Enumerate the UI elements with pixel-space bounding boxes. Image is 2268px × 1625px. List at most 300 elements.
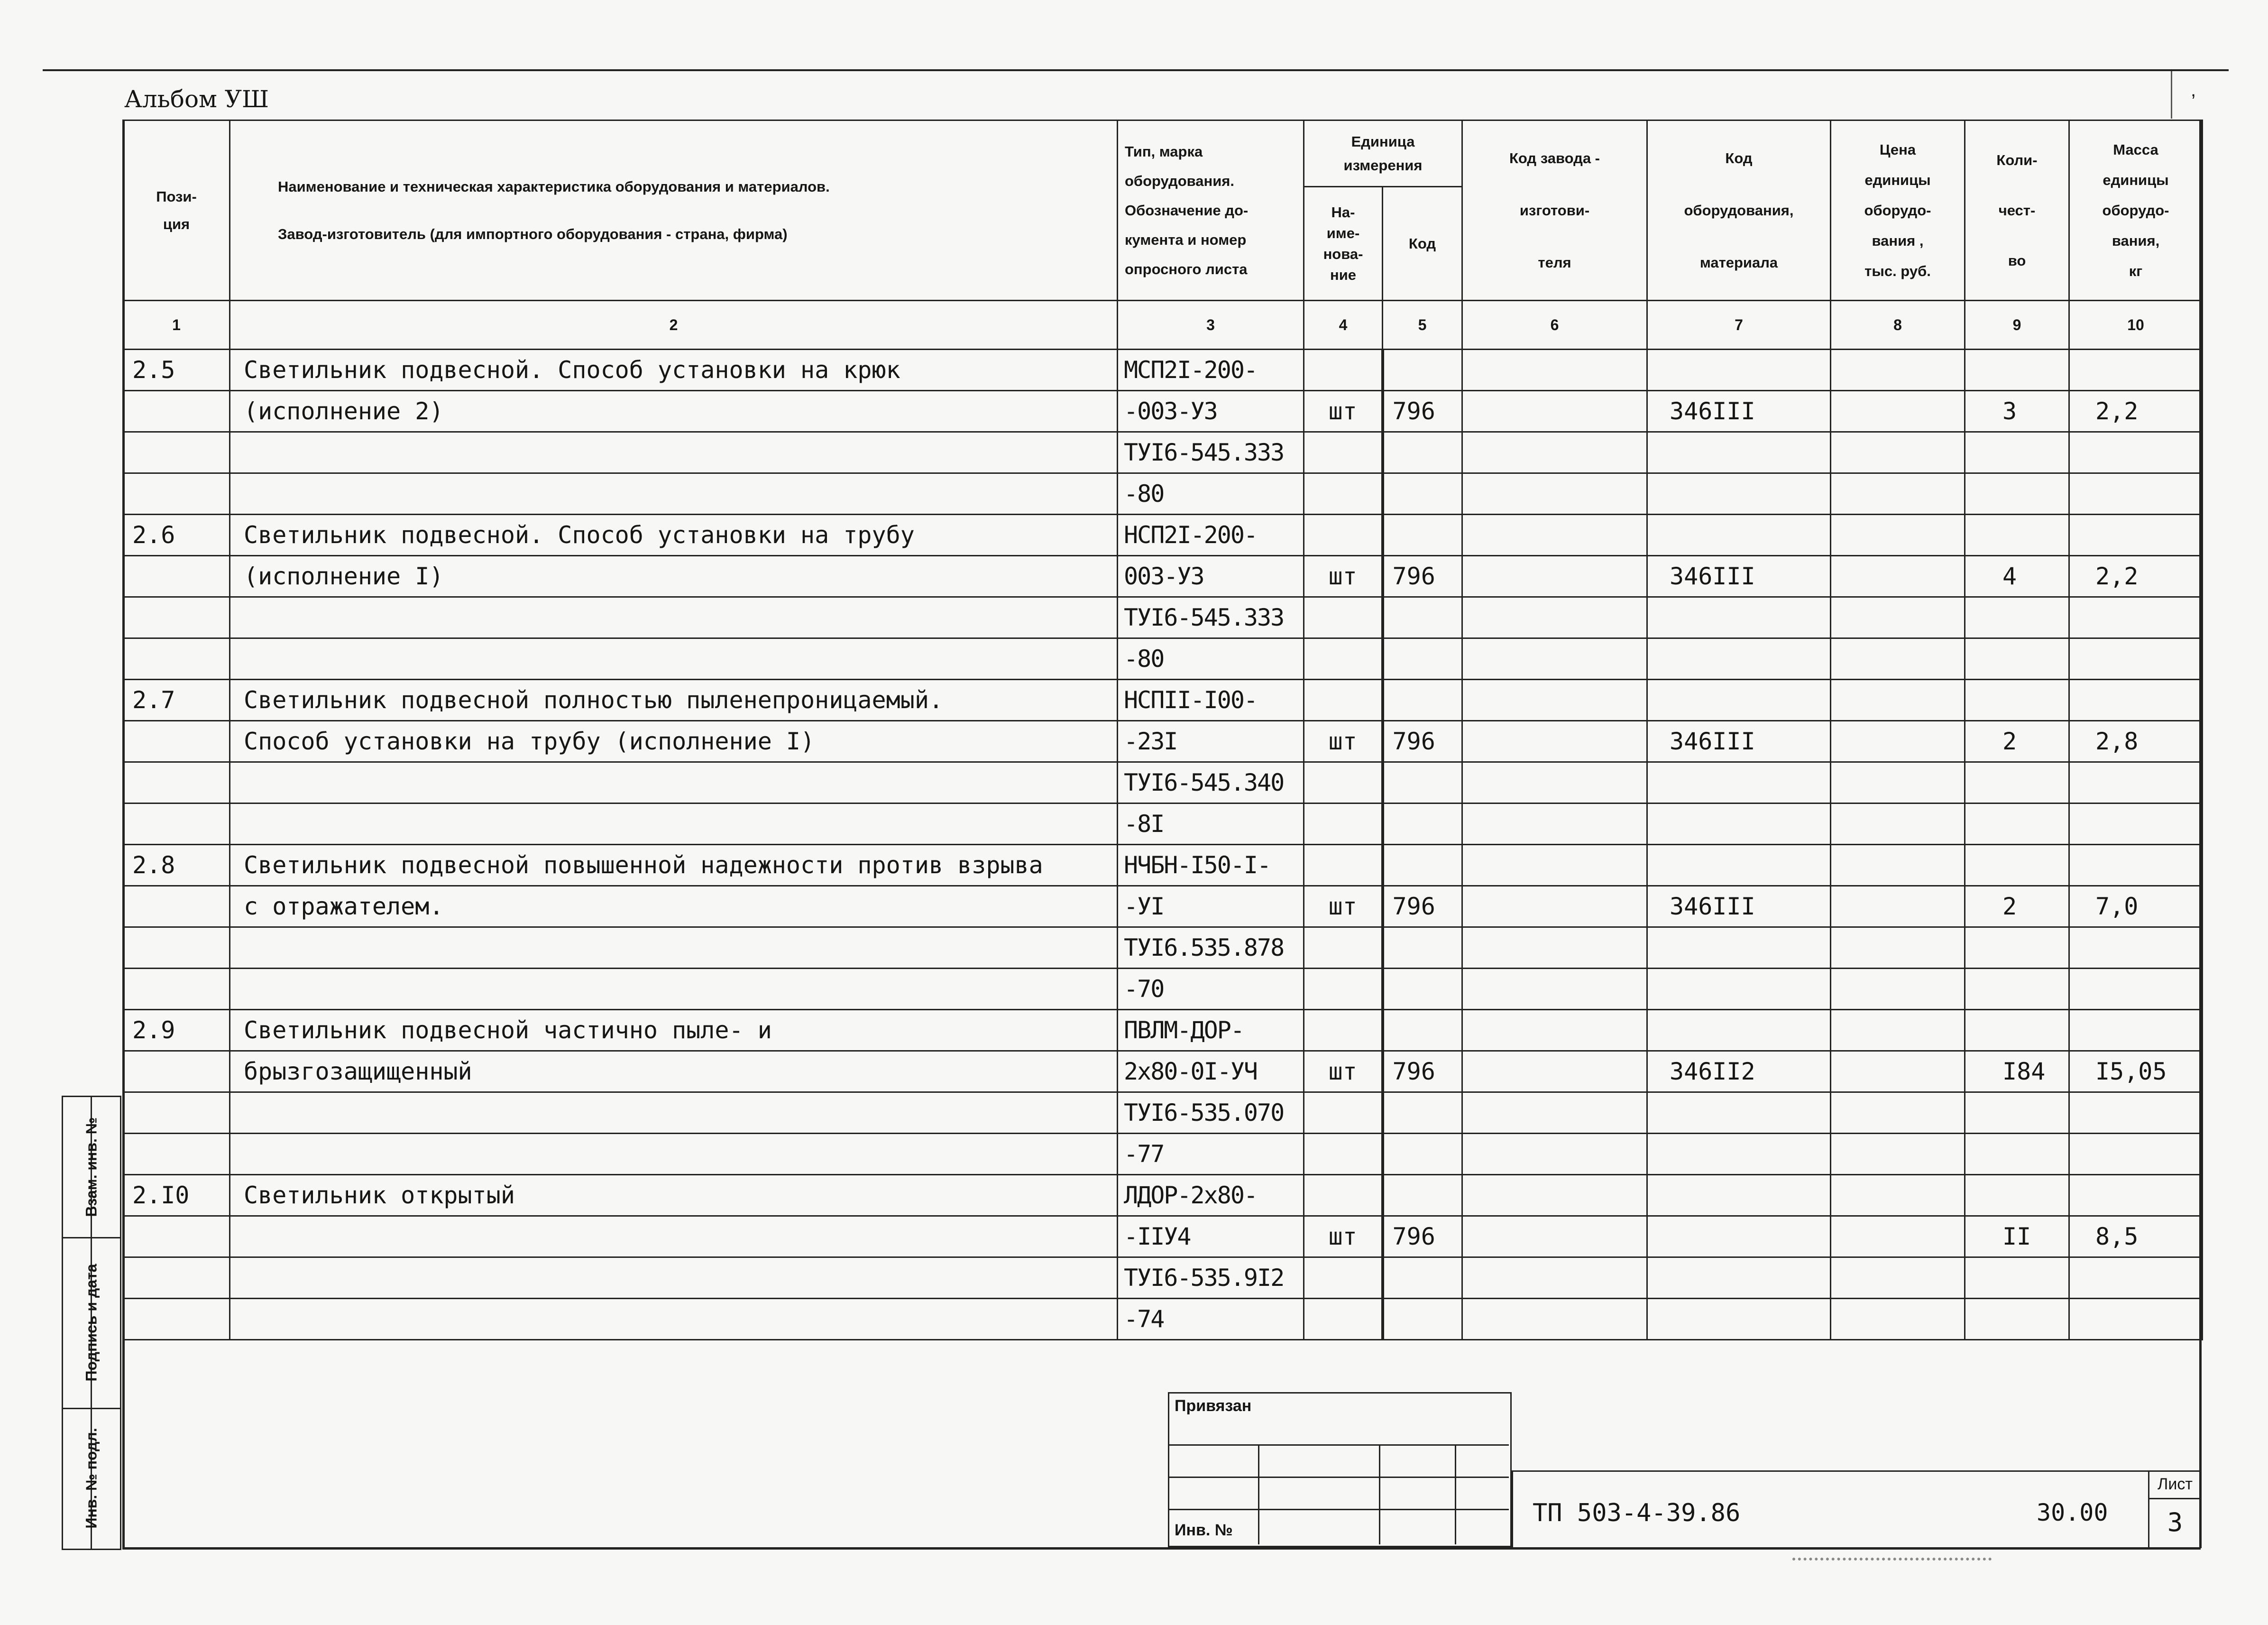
unit-code-cell	[1383, 432, 1462, 473]
type-cell: 003-У3	[1118, 556, 1304, 597]
unit-cell	[1304, 1257, 1383, 1299]
factory-code-cell	[1462, 1175, 1647, 1216]
table-row	[123, 350, 2203, 391]
type-cell: ТУI6-535.070	[1118, 1092, 1304, 1134]
name-cell: (исполнение I)	[230, 556, 1118, 597]
position-cell	[123, 803, 230, 845]
name-cell	[230, 1092, 1118, 1134]
quantity-cell	[1965, 350, 2069, 391]
factory-code-cell	[1462, 1299, 1647, 1340]
unit-cell	[1304, 350, 1383, 391]
unit-cell	[1304, 432, 1383, 473]
column-number: 4	[1304, 301, 1383, 350]
table-row	[123, 1051, 2203, 1092]
name-cell	[230, 1216, 1118, 1257]
unit-code-cell	[1383, 969, 1462, 1010]
unit-code-cell	[1383, 350, 1462, 391]
price-cell	[1831, 1010, 1965, 1051]
binding-stamp-line	[1168, 1477, 1509, 1478]
unit-code-cell: 796	[1383, 556, 1462, 597]
type-cell: -8I	[1118, 803, 1304, 845]
specification-body	[123, 350, 2203, 1340]
equipment-code-cell: 346III	[1647, 721, 1831, 762]
binding-stamp-divider	[1379, 1444, 1380, 1544]
name-cell: с отражателем.	[230, 886, 1118, 927]
unit-cell	[1304, 638, 1383, 680]
mass-cell	[2069, 1299, 2203, 1340]
unit-cell	[1304, 515, 1383, 556]
table-row	[123, 515, 2203, 556]
factory-code-cell	[1462, 1092, 1647, 1134]
mass-cell	[2069, 1134, 2203, 1175]
position-cell: 2.6	[123, 515, 230, 556]
price-cell	[1831, 1216, 1965, 1257]
header-factory-code: Код завода - изготови- теля	[1462, 120, 1647, 301]
equipment-code-cell	[1647, 515, 1831, 556]
name-cell	[230, 432, 1118, 473]
unit-code-cell	[1383, 1175, 1462, 1216]
mass-cell	[2069, 845, 2203, 886]
album-code: 30.00	[2037, 1499, 2108, 1526]
unit-code-cell	[1383, 1299, 1462, 1340]
factory-code-cell	[1462, 556, 1647, 597]
unit-code-cell: 796	[1383, 721, 1462, 762]
factory-code-cell	[1462, 638, 1647, 680]
price-cell	[1831, 432, 1965, 473]
table-row	[123, 473, 2203, 515]
position-cell	[123, 927, 230, 969]
right-margin-mark	[2171, 71, 2172, 119]
unit-cell: шт	[1304, 886, 1383, 927]
header-unit-name: На- име- нова- ние	[1304, 187, 1383, 301]
mass-cell	[2069, 680, 2203, 721]
type-cell: ТУI6.535.878	[1118, 927, 1304, 969]
factory-code-cell	[1462, 391, 1647, 432]
unit-code-cell	[1383, 473, 1462, 515]
price-cell	[1831, 927, 1965, 969]
quantity-cell	[1965, 1257, 2069, 1299]
name-cell	[230, 1257, 1118, 1299]
sheet-number: 3	[2148, 1498, 2201, 1547]
position-cell: 2.I0	[123, 1175, 230, 1216]
mass-cell: 2,8	[2069, 721, 2203, 762]
table-row	[123, 969, 2203, 1010]
equipment-code-cell	[1647, 680, 1831, 721]
price-cell	[1831, 680, 1965, 721]
price-cell	[1831, 886, 1965, 927]
price-cell	[1831, 350, 1965, 391]
name-cell	[230, 762, 1118, 803]
corner-tick-mark: ,	[2191, 80, 2196, 101]
price-cell	[1831, 803, 1965, 845]
mass-cell: 2,2	[2069, 391, 2203, 432]
column-number: 7	[1647, 301, 1831, 350]
price-cell	[1831, 597, 1965, 638]
table-row	[123, 1257, 2203, 1299]
side-stamp	[62, 1096, 121, 1550]
quantity-cell	[1965, 1092, 2069, 1134]
mass-cell: I5,05	[2069, 1051, 2203, 1092]
unit-code-cell	[1383, 1092, 1462, 1134]
position-cell	[123, 1134, 230, 1175]
price-cell	[1831, 556, 1965, 597]
equipment-code-cell	[1647, 803, 1831, 845]
price-cell	[1831, 1257, 1965, 1299]
binding-inventory-label: Инв. №	[1175, 1521, 1233, 1539]
type-cell: ТУI6-535.9I2	[1118, 1257, 1304, 1299]
quantity-cell	[1965, 680, 2069, 721]
position-cell	[123, 721, 230, 762]
name-cell: Светильник подвесной. Способ установки на крюк	[230, 350, 1118, 391]
table-row	[123, 762, 2203, 803]
unit-code-cell: 796	[1383, 886, 1462, 927]
name-cell	[230, 597, 1118, 638]
type-cell: НСП2I-200-	[1118, 515, 1304, 556]
quantity-cell	[1965, 927, 2069, 969]
price-cell	[1831, 1299, 1965, 1340]
unit-cell	[1304, 1175, 1383, 1216]
footer-faint-mark	[1792, 1558, 1992, 1560]
position-cell	[123, 762, 230, 803]
table-row	[123, 391, 2203, 432]
quantity-cell	[1965, 597, 2069, 638]
equipment-code-cell	[1647, 1092, 1831, 1134]
header-equipment-code: Код оборудования, материала	[1647, 120, 1831, 301]
equipment-code-cell	[1647, 969, 1831, 1010]
factory-code-cell	[1462, 803, 1647, 845]
name-cell: Светильник открытый	[230, 1175, 1118, 1216]
binding-label: Привязан	[1175, 1397, 1252, 1415]
quantity-cell	[1965, 845, 2069, 886]
name-cell: (исполнение 2)	[230, 391, 1118, 432]
table-row	[123, 845, 2203, 886]
table-row	[123, 1092, 2203, 1134]
sheet-label: Лист	[2148, 1470, 2201, 1499]
table-row	[123, 432, 2203, 473]
factory-code-cell	[1462, 886, 1647, 927]
type-cell: ТУI6-545.333	[1118, 432, 1304, 473]
equipment-code-cell	[1647, 1299, 1831, 1340]
mass-cell	[2069, 927, 2203, 969]
factory-code-cell	[1462, 1257, 1647, 1299]
quantity-cell	[1965, 432, 2069, 473]
binding-stamp	[1168, 1392, 1512, 1547]
type-cell: МСП2I-200-	[1118, 350, 1304, 391]
table-row	[123, 1010, 2203, 1051]
position-cell: 2.9	[123, 1010, 230, 1051]
position-cell	[123, 638, 230, 680]
table-row	[123, 803, 2203, 845]
unit-code-cell	[1383, 1010, 1462, 1051]
type-cell: -74	[1118, 1299, 1304, 1340]
factory-code-cell	[1462, 762, 1647, 803]
header-quantity: Коли- чест- во	[1965, 120, 2069, 301]
price-cell	[1831, 515, 1965, 556]
equipment-code-cell	[1647, 1134, 1831, 1175]
name-cell: брызгозащищенный	[230, 1051, 1118, 1092]
name-cell	[230, 969, 1118, 1010]
unit-code-cell	[1383, 927, 1462, 969]
factory-code-cell	[1462, 350, 1647, 391]
table-row	[123, 638, 2203, 680]
equipment-code-cell: 346III	[1647, 556, 1831, 597]
album-label: Альбом УШ	[124, 85, 269, 113]
equipment-code-cell	[1647, 1010, 1831, 1051]
unit-cell	[1304, 1134, 1383, 1175]
position-cell	[123, 432, 230, 473]
mass-cell	[2069, 432, 2203, 473]
unit-cell: шт	[1304, 556, 1383, 597]
price-cell	[1831, 1134, 1965, 1175]
type-cell: ТУI6-545.333	[1118, 597, 1304, 638]
type-cell: -77	[1118, 1134, 1304, 1175]
price-cell	[1831, 638, 1965, 680]
name-cell: Светильник подвесной частично пыле- и	[230, 1010, 1118, 1051]
column-number: 2	[230, 301, 1118, 350]
price-cell	[1831, 721, 1965, 762]
unit-cell: шт	[1304, 391, 1383, 432]
column-number: 6	[1462, 301, 1647, 350]
type-cell: НЧБН-I50-I-	[1118, 845, 1304, 886]
quantity-cell	[1965, 515, 2069, 556]
mass-cell: 8,5	[2069, 1216, 2203, 1257]
quantity-cell	[1965, 1175, 2069, 1216]
header-unit-code: Код	[1383, 187, 1462, 301]
equipment-code-cell	[1647, 638, 1831, 680]
unit-cell	[1304, 845, 1383, 886]
type-cell: -003-У3	[1118, 391, 1304, 432]
header-unit-group: Единица измерения	[1304, 120, 1462, 187]
unit-cell	[1304, 969, 1383, 1010]
quantity-cell: 2	[1965, 886, 2069, 927]
table-row	[123, 597, 2203, 638]
equipment-code-cell	[1647, 1257, 1831, 1299]
side-stamp-replaced-inventory: Взам. инв. №	[83, 1117, 100, 1217]
table-row	[123, 556, 2203, 597]
side-stamp-signature-date: Подпись и дата	[83, 1264, 100, 1381]
equipment-code-cell: 346III	[1647, 391, 1831, 432]
binding-stamp-line	[1168, 1444, 1509, 1446]
table-row	[123, 886, 2203, 927]
equipment-code-cell	[1647, 473, 1831, 515]
price-cell	[1831, 1092, 1965, 1134]
mass-cell: 2,2	[2069, 556, 2203, 597]
unit-code-cell: 796	[1383, 1216, 1462, 1257]
column-number: 8	[1831, 301, 1965, 350]
quantity-cell	[1965, 969, 2069, 1010]
quantity-cell: I84	[1965, 1051, 2069, 1092]
table-row	[123, 680, 2203, 721]
factory-code-cell	[1462, 597, 1647, 638]
position-cell	[123, 597, 230, 638]
column-number: 9	[1965, 301, 2069, 350]
unit-code-cell: 796	[1383, 1051, 1462, 1092]
price-cell	[1831, 762, 1965, 803]
binding-stamp-line	[1168, 1509, 1509, 1510]
quantity-cell: II	[1965, 1216, 2069, 1257]
factory-code-cell	[1462, 845, 1647, 886]
quantity-cell	[1965, 762, 2069, 803]
header-price: Цена единицы оборудо- вания , тыс. руб.	[1831, 120, 1965, 301]
equipment-code-cell	[1647, 762, 1831, 803]
header-name: Наименование и техническая характеристика оборудования и материалов. Завод-изготовитель (для импортного оборудования - страна, фирма)	[230, 120, 1118, 301]
mass-cell	[2069, 1010, 2203, 1051]
price-cell	[1831, 1051, 1965, 1092]
name-cell	[230, 803, 1118, 845]
equipment-code-cell	[1647, 927, 1831, 969]
position-cell	[123, 1051, 230, 1092]
unit-cell	[1304, 680, 1383, 721]
unit-code-cell	[1383, 638, 1462, 680]
side-stamp-original-inventory: Инв. № подл.	[83, 1428, 100, 1529]
position-cell	[123, 391, 230, 432]
equipment-code-cell	[1647, 597, 1831, 638]
factory-code-cell	[1462, 1216, 1647, 1257]
binding-stamp-divider	[1455, 1444, 1456, 1544]
position-cell	[123, 1299, 230, 1340]
table-row	[123, 927, 2203, 969]
factory-code-cell	[1462, 473, 1647, 515]
name-cell	[230, 473, 1118, 515]
mass-cell	[2069, 969, 2203, 1010]
factory-code-cell	[1462, 969, 1647, 1010]
name-cell	[230, 638, 1118, 680]
price-cell	[1831, 845, 1965, 886]
factory-code-cell	[1462, 680, 1647, 721]
mass-cell	[2069, 1092, 2203, 1134]
equipment-code-cell: 346III	[1647, 886, 1831, 927]
type-cell: -УI	[1118, 886, 1304, 927]
position-cell	[123, 1216, 230, 1257]
equipment-code-cell	[1647, 1216, 1831, 1257]
unit-code-cell	[1383, 762, 1462, 803]
mass-cell	[2069, 597, 2203, 638]
unit-cell	[1304, 762, 1383, 803]
binding-stamp-divider	[1258, 1444, 1259, 1544]
price-cell	[1831, 473, 1965, 515]
position-cell: 2.7	[123, 680, 230, 721]
name-cell	[230, 1299, 1118, 1340]
quantity-cell	[1965, 473, 2069, 515]
quantity-cell: 4	[1965, 556, 2069, 597]
position-cell: 2.5	[123, 350, 230, 391]
unit-cell	[1304, 473, 1383, 515]
equipment-code-cell	[1647, 350, 1831, 391]
top-border-line	[43, 69, 2229, 71]
table-row	[123, 721, 2203, 762]
type-cell: 2х80-0I-УЧ	[1118, 1051, 1304, 1092]
position-cell	[123, 1257, 230, 1299]
quantity-cell: 2	[1965, 721, 2069, 762]
quantity-cell	[1965, 1299, 2069, 1340]
position-cell: 2.8	[123, 845, 230, 886]
mass-cell	[2069, 515, 2203, 556]
unit-code-cell: 796	[1383, 391, 1462, 432]
name-cell: Светильник подвесной. Способ установки на трубу	[230, 515, 1118, 556]
document-code: ТП 503-4-39.86	[1533, 1499, 1741, 1527]
mass-cell	[2069, 762, 2203, 803]
unit-cell	[1304, 927, 1383, 969]
type-cell: ЛДОР-2х80-	[1118, 1175, 1304, 1216]
column-number: 1	[123, 301, 230, 350]
column-number: 10	[2069, 301, 2203, 350]
unit-code-cell	[1383, 845, 1462, 886]
header-position: Пози- ция	[123, 120, 230, 301]
name-cell: Светильник подвесной повышенной надежности против взрыва	[230, 845, 1118, 886]
equipment-code-cell	[1647, 1175, 1831, 1216]
table-row	[123, 1216, 2203, 1257]
mass-cell	[2069, 1175, 2203, 1216]
unit-code-cell	[1383, 680, 1462, 721]
unit-cell	[1304, 597, 1383, 638]
type-cell: -IIУ4	[1118, 1216, 1304, 1257]
quantity-cell	[1965, 803, 2069, 845]
quantity-cell	[1965, 638, 2069, 680]
position-cell	[123, 556, 230, 597]
name-cell: Светильник подвесной полностью пыленепроницаемый.	[230, 680, 1118, 721]
column-number: 3	[1118, 301, 1304, 350]
type-cell: -23I	[1118, 721, 1304, 762]
position-cell	[123, 969, 230, 1010]
type-cell: ТУI6-545.340	[1118, 762, 1304, 803]
factory-code-cell	[1462, 432, 1647, 473]
type-cell: -70	[1118, 969, 1304, 1010]
unit-code-cell	[1383, 515, 1462, 556]
unit-code-cell	[1383, 1257, 1462, 1299]
table-row	[123, 1299, 2203, 1340]
type-cell: -80	[1118, 638, 1304, 680]
position-cell	[123, 473, 230, 515]
table-row	[123, 1175, 2203, 1216]
unit-cell: шт	[1304, 1051, 1383, 1092]
unit-cell	[1304, 1299, 1383, 1340]
header-mass: Масса единицы оборудо- вания, кг	[2069, 120, 2203, 301]
table-row	[123, 1134, 2203, 1175]
type-cell: ПВЛМ-ДОР-	[1118, 1010, 1304, 1051]
quantity-cell: 3	[1965, 391, 2069, 432]
price-cell	[1831, 1175, 1965, 1216]
name-cell	[230, 1134, 1118, 1175]
type-cell: -80	[1118, 473, 1304, 515]
mass-cell	[2069, 803, 2203, 845]
unit-code-cell	[1383, 597, 1462, 638]
quantity-cell	[1965, 1134, 2069, 1175]
name-cell: Способ установки на трубу (исполнение I)	[230, 721, 1118, 762]
equipment-code-cell	[1647, 845, 1831, 886]
unit-cell: шт	[1304, 721, 1383, 762]
mass-cell	[2069, 1257, 2203, 1299]
specification-table	[122, 120, 2203, 1340]
price-cell	[1831, 391, 1965, 432]
quantity-cell	[1965, 1010, 2069, 1051]
equipment-code-cell: 346II2	[1647, 1051, 1831, 1092]
position-cell	[123, 886, 230, 927]
equipment-code-cell	[1647, 432, 1831, 473]
column-number-row	[123, 301, 2203, 350]
factory-code-cell	[1462, 515, 1647, 556]
header-type: Тип, марка оборудования. Обозначение до- кумента и номер опросного листа	[1118, 120, 1304, 301]
column-number: 5	[1383, 301, 1462, 350]
factory-code-cell	[1462, 1051, 1647, 1092]
price-cell	[1831, 969, 1965, 1010]
mass-cell	[2069, 638, 2203, 680]
unit-cell	[1304, 803, 1383, 845]
name-cell	[230, 927, 1118, 969]
factory-code-cell	[1462, 1134, 1647, 1175]
mass-cell	[2069, 350, 2203, 391]
unit-code-cell	[1383, 803, 1462, 845]
unit-cell	[1304, 1092, 1383, 1134]
